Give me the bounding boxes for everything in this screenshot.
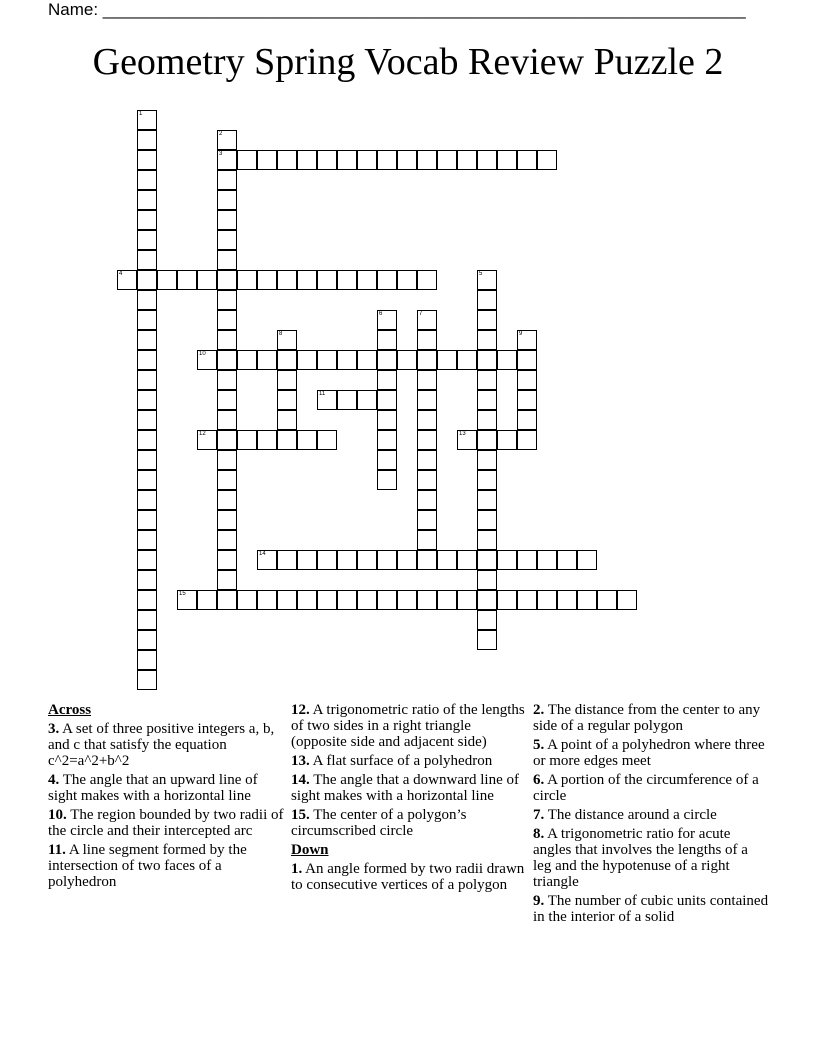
clue-number: 10 (199, 351, 206, 357)
grid-cell[interactable] (217, 150, 237, 170)
grid-cell[interactable] (477, 530, 497, 550)
grid-cell[interactable] (137, 110, 157, 130)
grid-cell[interactable] (317, 150, 337, 170)
grid-cell[interactable] (217, 250, 237, 270)
grid-cell[interactable] (217, 410, 237, 430)
grid-cell[interactable] (417, 330, 437, 350)
grid-cell[interactable] (397, 350, 417, 370)
grid-cell[interactable] (217, 590, 237, 610)
grid-cell[interactable] (137, 310, 157, 330)
grid-cell[interactable] (497, 550, 517, 570)
grid-cell[interactable] (377, 350, 397, 370)
grid-cell[interactable] (317, 550, 337, 570)
grid-cell[interactable] (477, 350, 497, 370)
grid-cell[interactable] (137, 170, 157, 190)
grid-cell[interactable] (217, 470, 237, 490)
grid-cell[interactable] (137, 570, 157, 590)
grid-cell[interactable] (577, 550, 597, 570)
clues-column-2 (291, 702, 527, 896)
grid-cell[interactable] (217, 210, 237, 230)
grid-cell[interactable] (237, 590, 257, 610)
grid-cell[interactable] (417, 410, 437, 430)
grid-cell[interactable] (377, 390, 397, 410)
grid-cell[interactable] (137, 470, 157, 490)
grid-cell[interactable] (377, 150, 397, 170)
grid-cell[interactable] (537, 550, 557, 570)
across-heading: Across (48, 702, 92, 718)
grid-cell[interactable] (337, 350, 357, 370)
grid-cell[interactable] (437, 150, 457, 170)
grid-cell[interactable] (137, 250, 157, 270)
grid-cell[interactable] (217, 570, 237, 590)
grid-cell[interactable] (277, 590, 297, 610)
grid-cell[interactable] (277, 150, 297, 170)
grid-cell[interactable] (577, 590, 597, 610)
across-clue-3: 3. A set of three positive integers a, b, and c that satisfy the equation c^2=a^2+b^2 (48, 721, 275, 769)
grid-cell[interactable] (277, 430, 297, 450)
grid-cell[interactable] (557, 590, 577, 610)
down-clue-9: 9. The number of cubic units contained in the interior of a solid (533, 893, 769, 925)
grid-cell[interactable] (417, 590, 437, 610)
grid-cell[interactable] (497, 150, 517, 170)
clue-number: 8 (279, 331, 283, 337)
grid-cell[interactable] (417, 530, 437, 550)
grid-cell[interactable] (137, 130, 157, 150)
grid-cell[interactable] (257, 150, 277, 170)
grid-cell[interactable] (137, 670, 157, 690)
grid-cell[interactable] (297, 150, 317, 170)
grid-cell[interactable] (137, 270, 157, 290)
grid-cell[interactable] (477, 330, 497, 350)
grid-cell[interactable] (157, 270, 177, 290)
grid-cell[interactable] (197, 270, 217, 290)
grid-cell[interactable] (417, 390, 437, 410)
grid-cell[interactable] (137, 190, 157, 210)
clue-number: 9 (519, 331, 523, 337)
grid-cell[interactable] (437, 550, 457, 570)
across-clue-12: 12. A trigonometric ratio of the lengths of two sides in a right triangle (opposite side and adjacent side) (291, 702, 525, 750)
down-clue-7: 7. The distance around a circle (533, 807, 717, 823)
grid-cell[interactable] (257, 550, 277, 570)
across-clue-14: 14. The angle that a downward line of sight makes with a horizontal line (291, 772, 519, 804)
clues-column-1 (48, 702, 284, 893)
grid-cell[interactable] (557, 550, 577, 570)
grid-cell[interactable] (517, 390, 537, 410)
grid-cell[interactable] (217, 310, 237, 330)
grid-cell[interactable] (277, 410, 297, 430)
grid-cell[interactable] (457, 430, 477, 450)
grid-cell[interactable] (417, 430, 437, 450)
grid-cell[interactable] (257, 270, 277, 290)
grid-cell[interactable] (317, 350, 337, 370)
clue-number: 7 (419, 311, 423, 317)
grid-cell[interactable] (237, 350, 257, 370)
grid-cell[interactable] (137, 650, 157, 670)
grid-cell[interactable] (477, 150, 497, 170)
grid-cell[interactable] (337, 270, 357, 290)
grid-cell[interactable] (437, 590, 457, 610)
grid-cell[interactable] (357, 550, 377, 570)
grid-cell[interactable] (137, 530, 157, 550)
grid-cell[interactable] (257, 430, 277, 450)
grid-cell[interactable] (197, 590, 217, 610)
grid-cell[interactable] (137, 430, 157, 450)
grid-cell[interactable] (297, 430, 317, 450)
grid-cell[interactable] (477, 510, 497, 530)
grid-cell[interactable] (277, 390, 297, 410)
grid-cell[interactable] (317, 430, 337, 450)
grid-cell[interactable] (217, 130, 237, 150)
clue-number: 15 (179, 591, 186, 597)
grid-cell[interactable] (497, 590, 517, 610)
grid-cell[interactable] (477, 470, 497, 490)
clue-number: 13 (459, 431, 466, 437)
clue-number: 12 (199, 431, 206, 437)
clue-number: 2 (219, 131, 223, 137)
grid-cell[interactable] (377, 270, 397, 290)
grid-cell[interactable] (477, 310, 497, 330)
grid-cell[interactable] (377, 450, 397, 470)
grid-cell[interactable] (377, 430, 397, 450)
grid-cell[interactable] (417, 350, 437, 370)
grid-cell[interactable] (357, 350, 377, 370)
grid-cell[interactable] (497, 350, 517, 370)
grid-cell[interactable] (477, 290, 497, 310)
grid-cell[interactable] (137, 410, 157, 430)
grid-cell[interactable] (417, 490, 437, 510)
grid-cell[interactable] (357, 390, 377, 410)
across-clue-15: 15. The center of a polygon’s circumscribed circle (291, 807, 467, 839)
grid-cell[interactable] (217, 430, 237, 450)
grid-cell[interactable] (257, 590, 277, 610)
grid-cell[interactable] (417, 450, 437, 470)
clue-number: 14 (259, 551, 266, 557)
grid-cell[interactable] (417, 510, 437, 530)
grid-cell[interactable] (317, 390, 337, 410)
grid-cell[interactable] (417, 550, 437, 570)
grid-cell[interactable] (217, 330, 237, 350)
grid-cell[interactable] (317, 590, 337, 610)
grid-cell[interactable] (137, 210, 157, 230)
grid-cell[interactable] (477, 490, 497, 510)
grid-cell[interactable] (237, 430, 257, 450)
grid-cell[interactable] (477, 590, 497, 610)
down-clue-8: 8. A trigonometric ratio for acute angles that involves the lengths of a leg and the hypotenuse of a right triangle (533, 826, 748, 890)
grid-cell[interactable] (277, 330, 297, 350)
puzzle-title: Geometry Spring Vocab Review Puzzle 2 (92, 41, 724, 83)
clue-number: 11 (319, 391, 326, 397)
clue-number: 3 (219, 151, 223, 157)
grid-cell[interactable] (277, 350, 297, 370)
grid-cell[interactable] (417, 270, 437, 290)
grid-cell[interactable] (177, 590, 197, 610)
clue-number: 1 (139, 111, 143, 117)
grid-cell[interactable] (477, 410, 497, 430)
grid-cell[interactable] (477, 370, 497, 390)
grid-cell[interactable] (477, 270, 497, 290)
grid-cell[interactable] (137, 450, 157, 470)
grid-cell[interactable] (137, 510, 157, 530)
grid-cell[interactable] (417, 470, 437, 490)
grid-cell[interactable] (137, 490, 157, 510)
grid-cell[interactable] (517, 410, 537, 430)
grid-cell[interactable] (297, 270, 317, 290)
across-clue-4: 4. The angle that an upward line of sight makes with a horizontal line (48, 772, 258, 804)
grid-cell[interactable] (137, 590, 157, 610)
grid-cell[interactable] (217, 190, 237, 210)
grid-cell[interactable] (357, 150, 377, 170)
grid-cell[interactable] (417, 150, 437, 170)
clues-column-3 (533, 702, 769, 928)
grid-cell[interactable] (497, 430, 517, 450)
grid-cell[interactable] (397, 550, 417, 570)
grid-cell[interactable] (277, 550, 297, 570)
grid-cell[interactable] (217, 490, 237, 510)
grid-cell[interactable] (437, 350, 457, 370)
grid-cell[interactable] (377, 550, 397, 570)
grid-cell[interactable] (537, 590, 557, 610)
grid-cell[interactable] (377, 330, 397, 350)
grid-cell[interactable] (517, 150, 537, 170)
grid-cell[interactable] (217, 170, 237, 190)
grid-cell[interactable] (377, 310, 397, 330)
grid-cell[interactable] (377, 370, 397, 390)
grid-cell[interactable] (417, 310, 437, 330)
grid-cell[interactable] (217, 510, 237, 530)
grid-cell[interactable] (357, 270, 377, 290)
grid-cell[interactable] (137, 610, 157, 630)
grid-cell[interactable] (597, 590, 617, 610)
grid-cell[interactable] (517, 550, 537, 570)
grid-cell[interactable] (397, 590, 417, 610)
name-line: Name: ____________________________________________________________________ (48, 0, 746, 19)
grid-cell[interactable] (217, 530, 237, 550)
down-clue-5: 5. A point of a polyhedron where three or more edges meet (533, 737, 765, 769)
down-heading: Down (291, 842, 329, 858)
down-clue-6: 6. A portion of the circumference of a circle (533, 772, 759, 804)
grid-cell[interactable] (137, 370, 157, 390)
grid-cell[interactable] (477, 630, 497, 650)
grid-cell[interactable] (477, 390, 497, 410)
grid-cell[interactable] (617, 590, 637, 610)
grid-cell[interactable] (197, 430, 217, 450)
grid-cell[interactable] (477, 450, 497, 470)
down-clue-2: 2. The distance from the center to any side of a regular polygon (533, 702, 761, 734)
grid-cell[interactable] (417, 370, 437, 390)
grid-cell[interactable] (377, 470, 397, 490)
grid-cell[interactable] (197, 350, 217, 370)
grid-cell[interactable] (517, 330, 537, 350)
grid-cell[interactable] (257, 350, 277, 370)
grid-cell[interactable] (277, 370, 297, 390)
grid-cell[interactable] (297, 590, 317, 610)
grid-cell[interactable] (477, 610, 497, 630)
grid-cell[interactable] (337, 550, 357, 570)
grid-cell[interactable] (297, 550, 317, 570)
grid-cell[interactable] (377, 410, 397, 430)
across-clue-11: 11. A line segment formed by the intersection of two faces of a polyhedron (48, 842, 247, 890)
grid-cell[interactable] (517, 370, 537, 390)
clue-number: 4 (119, 271, 123, 277)
grid-cell[interactable] (137, 150, 157, 170)
grid-cell[interactable] (337, 590, 357, 610)
grid-cell[interactable] (517, 590, 537, 610)
grid-cell[interactable] (217, 350, 237, 370)
grid-cell[interactable] (277, 270, 297, 290)
grid-cell[interactable] (457, 350, 477, 370)
grid-cell[interactable] (137, 330, 157, 350)
grid-cell[interactable] (177, 270, 197, 290)
grid-cell[interactable] (477, 570, 497, 590)
grid-cell[interactable] (297, 350, 317, 370)
grid-cell[interactable] (237, 270, 257, 290)
grid-cell[interactable] (317, 270, 337, 290)
grid-cell[interactable] (137, 550, 157, 570)
grid-cell[interactable] (477, 430, 497, 450)
grid-cell[interactable] (337, 390, 357, 410)
grid-cell[interactable] (517, 430, 537, 450)
grid-cell[interactable] (217, 270, 237, 290)
grid-cell[interactable] (117, 270, 137, 290)
grid-cell[interactable] (137, 290, 157, 310)
grid-cell[interactable] (137, 230, 157, 250)
down-clue-1: 1. An angle formed by two radii drawn to consecutive vertices of a polygon (291, 861, 525, 893)
clue-number: 5 (479, 271, 483, 277)
grid-cell[interactable] (217, 390, 237, 410)
grid-cell[interactable] (397, 270, 417, 290)
grid-cell[interactable] (377, 590, 397, 610)
grid-cell[interactable] (137, 350, 157, 370)
grid-cell[interactable] (337, 150, 357, 170)
grid-cell[interactable] (477, 550, 497, 570)
grid-cell[interactable] (217, 230, 237, 250)
grid-cell[interactable] (457, 550, 477, 570)
grid-cell[interactable] (397, 150, 417, 170)
grid-cell[interactable] (137, 390, 157, 410)
grid-cell[interactable] (517, 350, 537, 370)
grid-cell[interactable] (237, 150, 257, 170)
clue-number: 6 (379, 311, 383, 317)
grid-cell[interactable] (217, 290, 237, 310)
grid-cell[interactable] (217, 370, 237, 390)
grid-cell[interactable] (537, 150, 557, 170)
across-clue-13: 13. A flat surface of a polyhedron (291, 753, 493, 769)
grid-cell[interactable] (457, 590, 477, 610)
grid-cell[interactable] (357, 590, 377, 610)
grid-cell[interactable] (457, 150, 477, 170)
grid-cell[interactable] (217, 450, 237, 470)
across-clue-10: 10. The region bounded by two radii of the circle and their intercepted arc (48, 807, 284, 839)
grid-cell[interactable] (137, 630, 157, 650)
grid-cell[interactable] (217, 550, 237, 570)
